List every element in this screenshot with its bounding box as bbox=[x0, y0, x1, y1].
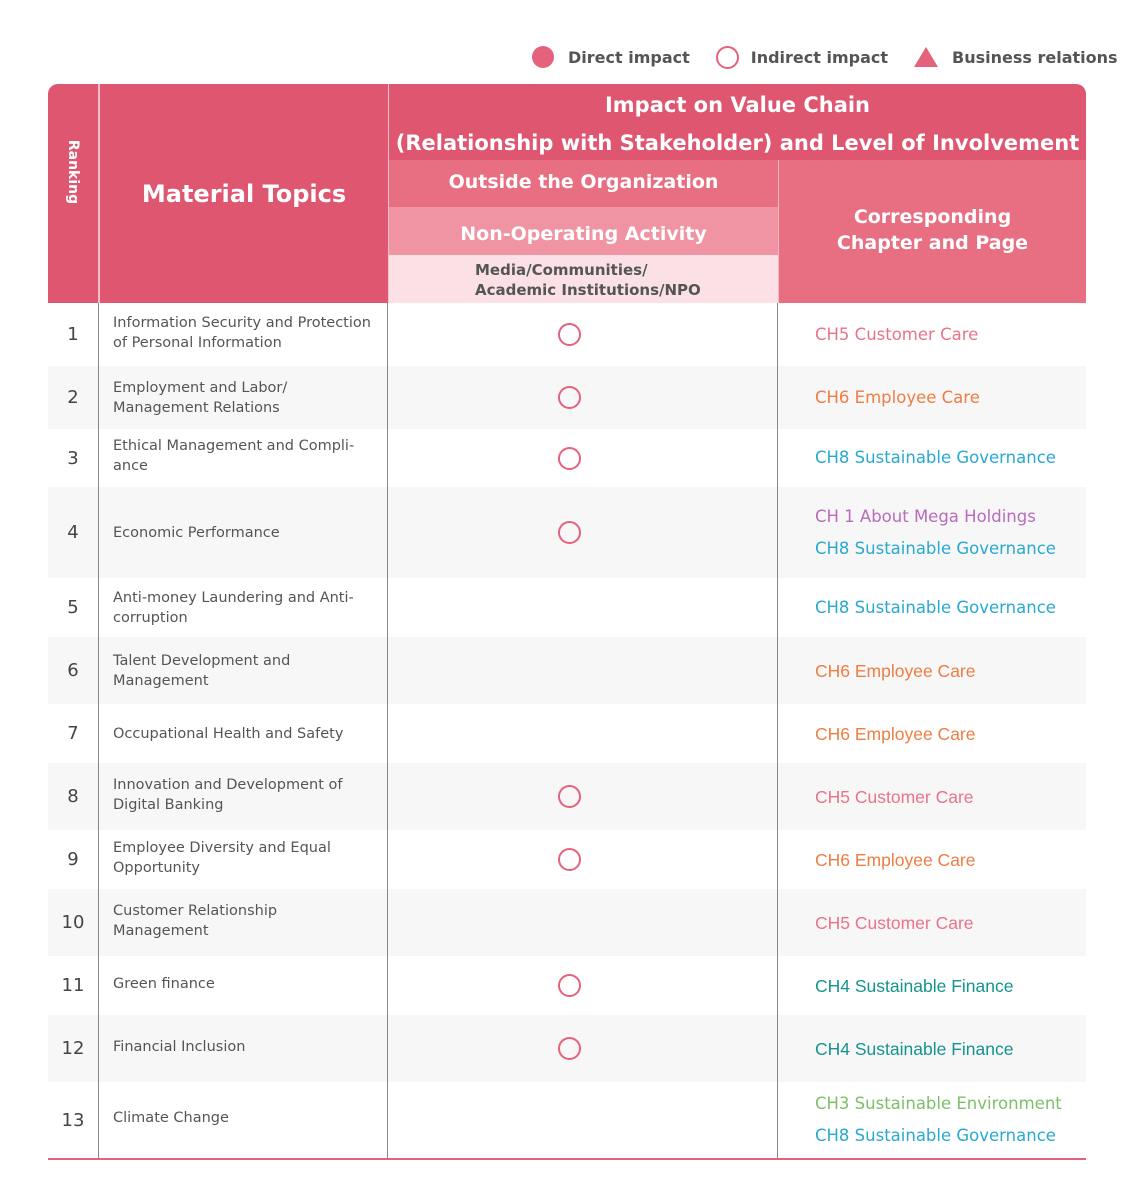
header-material-topics-label: Material Topics bbox=[141, 179, 347, 208]
header-non-operating bbox=[388, 207, 778, 255]
row-topic: Climate Change bbox=[113, 1110, 229, 1126]
row-impact-cell bbox=[388, 303, 778, 366]
row-rank: 3 bbox=[48, 429, 99, 487]
row-rank: 4 bbox=[48, 487, 99, 578]
chapter-link: CH5 Customer Care bbox=[815, 786, 974, 807]
row-rank: 8 bbox=[48, 763, 99, 830]
row-topic-cell bbox=[99, 429, 388, 487]
row-rank: 5 bbox=[48, 578, 99, 637]
row-impact-cell bbox=[388, 637, 778, 704]
chapter-link: CH6 Employee Care bbox=[815, 660, 976, 681]
table-row bbox=[48, 637, 1086, 704]
row-topic-cell bbox=[99, 889, 388, 956]
legend-indirect-label: Indirect impact bbox=[750, 47, 889, 67]
table-row bbox=[48, 1015, 1086, 1082]
row-rank: 12 bbox=[48, 1015, 99, 1082]
row-topic-cell bbox=[99, 303, 388, 366]
row-impact-cell bbox=[388, 704, 778, 763]
chapter-link: CH 1 About Mega Holdings bbox=[815, 506, 1036, 526]
table-row bbox=[48, 763, 1086, 830]
legend-business-label: Business relations bbox=[952, 47, 1118, 67]
row-topic: Information Security and Protection of Personal Information bbox=[113, 314, 371, 351]
row-topic: Employment and Labor/ Management Relations bbox=[113, 379, 288, 416]
row-topic: Ethical Management and Compli-ance bbox=[113, 438, 355, 474]
indirect-impact-icon bbox=[558, 447, 581, 470]
row-rank: 13 bbox=[48, 1082, 99, 1158]
table-row bbox=[48, 1082, 1086, 1158]
header-non-operating-label: Non-Operating Activity bbox=[460, 223, 707, 245]
legend-business bbox=[914, 47, 1118, 67]
triangle-icon bbox=[914, 47, 938, 67]
header-impact bbox=[388, 84, 1086, 160]
chapter-link: CH6 Employee Care bbox=[815, 849, 976, 870]
table-row bbox=[48, 429, 1086, 487]
row-topic-cell bbox=[99, 830, 388, 889]
table-row bbox=[48, 830, 1086, 889]
table-row bbox=[48, 303, 1086, 366]
row-chapter-cell bbox=[778, 889, 1086, 956]
legend bbox=[532, 44, 1118, 70]
header-material-topics bbox=[99, 84, 388, 303]
row-impact-cell bbox=[388, 1015, 778, 1082]
row-topic: Employee Diversity and Equal Opportunity bbox=[113, 839, 331, 876]
row-chapter-cell bbox=[778, 763, 1086, 830]
row-impact-cell bbox=[388, 763, 778, 830]
row-chapter-cell bbox=[778, 1015, 1086, 1082]
row-impact-cell bbox=[388, 1082, 778, 1158]
chapter-link: CH8 Sustainable Governance bbox=[815, 538, 1056, 558]
indirect-impact-icon bbox=[558, 521, 581, 544]
row-chapter-cell bbox=[778, 637, 1086, 704]
chapter-link: CH3 Sustainable Environment bbox=[815, 1094, 1062, 1113]
header-chapter-line1: Corresponding bbox=[853, 205, 1012, 228]
legend-direct-label: Direct impact bbox=[568, 47, 690, 67]
table-row bbox=[48, 704, 1086, 763]
header-chapter-line2: Chapter and Page bbox=[836, 231, 1029, 254]
row-impact-cell bbox=[388, 366, 778, 429]
row-topic: Customer Relationship Management bbox=[113, 902, 278, 939]
chapter-link: CH6 Employee Care bbox=[815, 387, 980, 407]
filled-circle-icon bbox=[532, 46, 554, 68]
row-chapter-cell bbox=[778, 429, 1086, 487]
row-topic: Economic Performance bbox=[113, 524, 280, 541]
indirect-impact-icon bbox=[558, 323, 581, 346]
legend-direct bbox=[532, 46, 690, 68]
row-impact-cell bbox=[388, 830, 778, 889]
row-rank: 9 bbox=[48, 830, 99, 889]
row-topic: Anti-money Laundering and Anti-corruption bbox=[113, 589, 354, 626]
chapter-link: CH4 Sustainable Finance bbox=[815, 1038, 1014, 1059]
row-impact-cell bbox=[388, 889, 778, 956]
table-row bbox=[48, 889, 1086, 956]
row-topic-cell bbox=[99, 487, 388, 578]
row-impact-cell bbox=[388, 429, 778, 487]
table-header bbox=[48, 84, 1086, 303]
row-topic-cell bbox=[99, 578, 388, 637]
indirect-impact-icon bbox=[558, 974, 581, 997]
row-topic-cell bbox=[99, 637, 388, 704]
row-rank: 7 bbox=[48, 704, 99, 763]
legend-indirect bbox=[716, 46, 888, 69]
header-impact-line2: (Relationship with Stakeholder) and Level of Involvement bbox=[395, 131, 1080, 155]
table-body bbox=[48, 303, 1086, 1160]
indirect-impact-icon bbox=[558, 848, 581, 871]
row-topic-cell bbox=[99, 704, 388, 763]
table-row bbox=[48, 956, 1086, 1015]
table-row bbox=[48, 578, 1086, 637]
header-impact-line1: Impact on Value Chain bbox=[604, 93, 871, 117]
chapter-link: CH6 Employee Care bbox=[815, 723, 976, 744]
row-topic-cell bbox=[99, 1015, 388, 1082]
header-outside-organization bbox=[388, 160, 778, 207]
header-outside-label: Outside the Organization bbox=[448, 170, 719, 193]
row-impact-cell bbox=[388, 578, 778, 637]
row-chapter-cell bbox=[778, 1082, 1086, 1158]
header-ranking bbox=[48, 84, 99, 303]
row-chapter-cell bbox=[778, 956, 1086, 1015]
chapter-link: CH8 Sustainable Governance bbox=[815, 448, 1056, 467]
row-rank: 2 bbox=[48, 366, 99, 429]
row-rank: 1 bbox=[48, 303, 99, 366]
row-topic-cell bbox=[99, 366, 388, 429]
row-chapter-cell bbox=[778, 487, 1086, 578]
header-media-line2: Academic Institutions/NPO bbox=[475, 281, 701, 299]
indirect-impact-icon bbox=[558, 1037, 581, 1060]
row-impact-cell bbox=[388, 487, 778, 578]
chapter-link: CH5 Customer Care bbox=[815, 912, 974, 933]
header-chapter bbox=[778, 160, 1086, 303]
header-media-line1: Media/Communities/ bbox=[475, 261, 648, 279]
row-chapter-cell bbox=[778, 704, 1086, 763]
header-ranking-label: Ranking bbox=[65, 139, 81, 205]
indirect-impact-icon bbox=[558, 785, 581, 808]
row-chapter-cell bbox=[778, 366, 1086, 429]
row-topic: Occupational Health and Safety bbox=[113, 725, 344, 742]
row-topic: Innovation and Development of Digital Banking bbox=[113, 776, 343, 813]
header-media bbox=[388, 255, 778, 303]
row-topic: Financial Inclusion bbox=[113, 1038, 246, 1055]
indirect-impact-icon bbox=[558, 386, 581, 409]
row-topic-cell bbox=[99, 1082, 388, 1158]
chapter-link: CH5 Customer Care bbox=[815, 324, 979, 344]
row-rank: 6 bbox=[48, 637, 99, 704]
row-topic: Green finance bbox=[113, 975, 215, 992]
row-impact-cell bbox=[388, 956, 778, 1015]
table-row bbox=[48, 487, 1086, 578]
row-topic-cell bbox=[99, 763, 388, 830]
row-rank: 10 bbox=[48, 889, 99, 956]
material-topics-table bbox=[48, 84, 1086, 1160]
row-chapter-cell bbox=[778, 578, 1086, 637]
chapter-link: CH4 Sustainable Finance bbox=[815, 975, 1014, 996]
chapter-link: CH8 Sustainable Governance bbox=[815, 597, 1056, 617]
hollow-circle-icon bbox=[716, 46, 739, 69]
row-topic-cell bbox=[99, 956, 388, 1015]
chapter-link: CH8 Sustainable Governance bbox=[815, 1126, 1056, 1145]
table-row bbox=[48, 366, 1086, 429]
row-chapter-cell bbox=[778, 303, 1086, 366]
row-topic: Talent Development and Management bbox=[113, 652, 291, 689]
row-rank: 11 bbox=[48, 956, 99, 1015]
row-chapter-cell bbox=[778, 830, 1086, 889]
